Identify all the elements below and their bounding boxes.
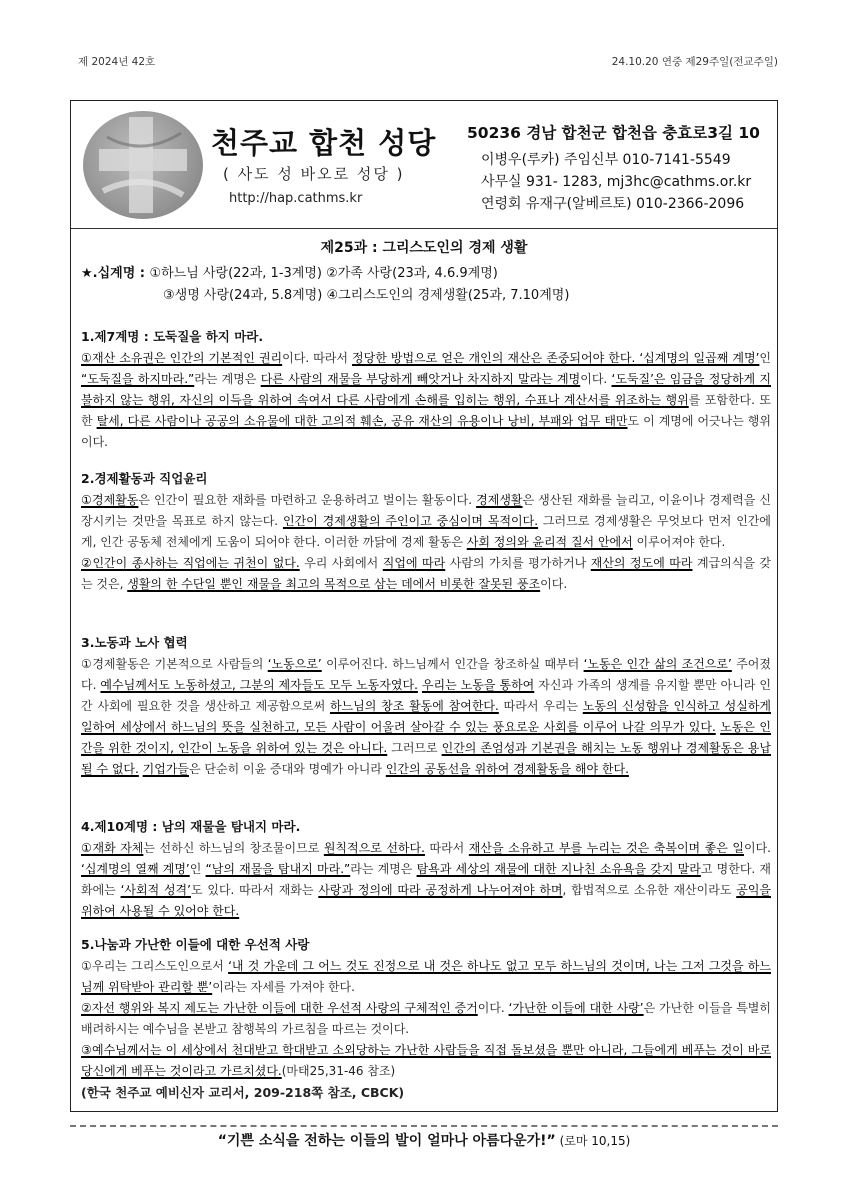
- quote-text: “기쁜 소식을 전하는 이들의 발이 얼마나 아름다운가!”: [217, 1133, 556, 1149]
- issue-header-line: [78, 54, 778, 72]
- commandments-summary: [81, 263, 569, 307]
- section-heading: 4.제10계명 : 남의 재물을 탐내지 마라.: [81, 819, 301, 834]
- office-contact: 사무실 931- 1283, mj3hc@cathms.or.kr: [481, 174, 752, 190]
- church-address: 50236 경남 합천군 합천읍 충효로3길 10: [467, 124, 760, 142]
- section-seventh-commandment: [81, 327, 771, 453]
- section-body: ①경제활동은 인간이 필요한 재화를 마련하고 운용하려고 벌이는 활동이다. 경제생활은 생산된 재화를 늘리고, 이윤이나 경제력을 신장시키는 것만을 목표로 하지 않는다. 인간이 경제생활의 주인이고 중심이며 목적이다. 그러므로 경제생활은 무엇보다 먼저 인간에게, 인간 공동체 전체에게 도움이 되어야 한다. 이러한 까닭에 경제 활동은 사회 정의와 윤리적 질서 안에서 이루어져야 한다.: [81, 493, 771, 549]
- section-heading: 2.경제활동과 직업윤리: [81, 471, 208, 486]
- section-heading: 1.제7계명 : 도둑질을 하지 마라.: [81, 329, 264, 344]
- footer-quote: [0, 1130, 848, 1150]
- issue-number: 제 2024년 42호: [78, 56, 156, 68]
- pastor-contact: 이병우(루카) 주임신부 010-7141-5549: [481, 152, 731, 168]
- council-contact: 연령회 유재구(알베르토) 010-2366-2096: [481, 196, 745, 212]
- section-body: ①우리는 그리스도인으로서 ‘내 것 가운데 그 어느 것도 진정으로 내 것은 하나도 없고 모두 하느님의 것이며, 나는 그저 그것을 하느님께 위탁받아 관리할 뿐’이라는 자세를 가져야 한다.: [81, 959, 771, 994]
- commandments-row-1: ①하느님 사랑(22과, 1-3계명) ②가족 사랑(23과, 4.6.9계명): [149, 266, 498, 281]
- section-economic-activity: [81, 469, 771, 595]
- section-heading: 3.노동과 노사 협력: [81, 635, 188, 650]
- section-body: ①재산 소유권은 인간의 기본적인 권리이다. 따라서 정당한 방법으로 얻은 개인의 재산은 존중되어야 한다. ‘십계명의 일곱째 계명’인 “도둑질을 하지마라.”라는 계명은 다른 사람의 재물을 부당하게 빼앗거나 차지하지 말라는 계명이다. ‘도둑질’은 임금을 정당하게 지불하지 않는 행위, 자신의 이득을 위하여 속여서 다른 사람에게 손해를 입히는 행위, 수표나 계산서를 위조하는 행위를 포함한다. 또한 탈세, 다른 사람이나 공공의 소유물에 대한 고의적 훼손, 공유 재산의 유용이나 낭비, 부패와 업무 태만도 이 계명에 어긋나는 행위이다.: [81, 351, 771, 449]
- quote-reference: (로마 10,15): [555, 1134, 631, 1148]
- church-patron: ( 사도 성 바오로 성당 ): [223, 165, 405, 183]
- section-tenth-commandment: [81, 817, 771, 922]
- church-logo-icon: [83, 111, 203, 219]
- commandments-row-2: ③생명 사랑(24과, 5.8계명) ④그리스도인의 경제생활(25과, 7.10계명): [163, 288, 570, 303]
- bulletin-frame: [70, 100, 778, 1112]
- section-labor: [81, 633, 771, 780]
- church-name: 천주교 합천 성당: [211, 126, 437, 160]
- section-body: ②인간이 종사하는 직업에는 귀천이 없다. 우리 사회에서 직업에 따라 사람의 가치를 평가하거나 재산의 정도에 따라 계급의식을 갖는 것은, 생활의 한 수단일 뿐인 재물을 최고의 목적으로 삼는 데에서 비롯한 잘못된 풍조이다.: [81, 556, 772, 591]
- footer-divider: [70, 1125, 778, 1127]
- issue-date: 24.10.20 연중 제29주일(전교주일): [611, 56, 778, 68]
- lesson-title: 제25과 : 그리스도인의 경제 생활: [320, 240, 528, 256]
- section-body: ①경제활동은 기본적으로 사람들의 ‘노동으로’ 이루어진다. 하느님께서 인간을 창조하실 때부터 ‘노동은 인간 삶의 조건으로’ 주어졌다. 예수님께서도 노동하셨고, 그분의 제자들도 모두 노동자였다. 우리는 노동을 통하여 자신과 가족의 생계를 유지할 뿐만 아니라 인간 사회에 필요한 것을 생산하고 제공함으로써 하느님의 창조 활동에 참여한다. 따라서 우리는 노동의 신성함을 인식하고 성실하게 일하여 세상에서 하느님의 뜻을 실천하고, 모든 사람이 어울려 살아갈 수 있는 풍요로운 사회를 이루어 나갈 의무가 있다. 노동은 인간을 위한 것이지, 인간이 노동을 위하여 있는 것은 아니다. 그러므로 인간의 존엄성과 기본권을 해치는 노동 행위나 경제활동은 용납될 수 없다. 기업가들은 단순히 이윤 증대와 명예가 아니라 인간의 공동선을 위하여 경제활동을 해야 한다.: [81, 657, 772, 776]
- section-body: ①재화 자체는 선하신 하느님의 창조물이므로 원칙적으로 선하다. 따라서 재산을 소유하고 부를 누리는 것은 축복이며 좋은 일이다. ‘십계명의 열째 계명’인 “남의 재물을 탐내지 마라.”라는 계명은 탐욕과 세상의 재물에 대한 지나친 소유욕을 갖지 말라고 명한다. 재화에는 ‘사회적 성격’도 있다. 따라서 재화는 사랑과 정의에 따라 공정하게 나누어져야 하며, 합법적으로 소유한 재산이라도 공익을 위하여 사용될 수 있어야 한다.: [81, 841, 772, 918]
- commandments-label: ★.십계명 :: [81, 266, 150, 281]
- church-website-link[interactable]: http://hap.cathms.kr: [229, 191, 363, 206]
- section-heading: 5.나눔과 가난한 이들에 대한 우선적 사랑: [81, 937, 310, 952]
- section-body: ②자선 행위와 복지 제도는 가난한 이들에 대한 우선적 사랑의 구체적인 증거이다. ‘가난한 이들에 대한 사랑’은 가난한 이들을 특별히 배려하시는 예수님을 본받고 참행복의 가르침을 따르는 것이다.: [81, 1001, 771, 1036]
- section-love-for-poor: [81, 935, 771, 1103]
- source-reference: (한국 천주교 예비신자 교리서, 209-218쪽 참조, CBCK): [81, 1085, 405, 1100]
- church-header: [71, 101, 777, 229]
- section-body: ③예수님께서는 이 세상에서 천대받고 학대받고 소외당하는 가난한 사람들을 직접 돌보셨을 뿐만 아니라, 그들에게 베푸는 것이 바로 당신에게 베푸는 것이라고 가르치셨다.(마태25,31-46 참조): [81, 1043, 771, 1078]
